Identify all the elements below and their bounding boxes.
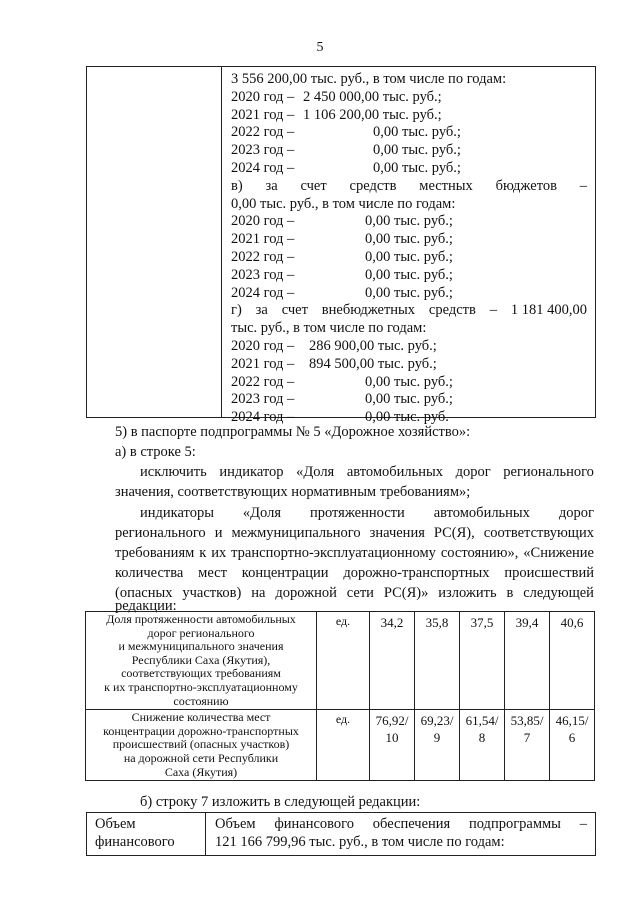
indicator-value: 53,85/ 7 bbox=[505, 710, 550, 781]
year-row: 2022 год – 0,00 тыс. руб.; bbox=[231, 373, 453, 390]
indicator-value: 34,2 bbox=[370, 612, 415, 710]
year-row: 2024 год – 0,00 тыс. руб.; bbox=[231, 284, 453, 301]
indicator-value: 40,6 bbox=[550, 612, 595, 710]
year-row: 2020 год – 286 900,00 тыс. руб.; bbox=[231, 337, 437, 354]
year-row: 2021 год – 1 106 200,00 тыс. руб.; bbox=[231, 106, 442, 123]
year-row: 2024 год – 0,00 тыс. руб.; bbox=[231, 159, 461, 176]
budget-text bbox=[231, 71, 587, 427]
year-row: 2021 год – 894 500,00 тыс. руб.; bbox=[231, 355, 437, 372]
paragraph-a: а) в строке 5: bbox=[115, 444, 196, 460]
table-divider bbox=[221, 67, 222, 417]
year-row: 2023 год – 0,00 тыс. руб.; bbox=[231, 391, 453, 408]
indicator-value: 39,4 bbox=[505, 612, 550, 710]
indicator-unit: ед. bbox=[317, 612, 370, 710]
table-row bbox=[86, 612, 595, 710]
year-row: 2021 год – 0,00 тыс. руб.; bbox=[231, 231, 453, 248]
paragraph-indicators-line6: редакции: bbox=[115, 598, 177, 614]
paragraph-indicators-line5: (опасных участков) на дорожной сети РС(Я)» изложить в следующей bbox=[115, 585, 594, 601]
budget-table bbox=[86, 66, 596, 426]
table-row bbox=[86, 710, 595, 781]
extra-budget-cont: тыс. руб., в том числе по годам: bbox=[231, 320, 427, 337]
indicator-value: 35,8 bbox=[415, 612, 460, 710]
paragraph-indicators-line2: регионального и межмуниципального значения РС(Я), соответствующих bbox=[115, 525, 594, 541]
paragraph-b: б) строку 7 изложить в следующей редакции: bbox=[140, 794, 421, 810]
paragraph-exclude-line1: исключить индикатор «Доля автомобильных дорог регионального bbox=[140, 464, 594, 480]
indicator-value: 46,15/ 6 bbox=[550, 710, 595, 781]
indicators-table bbox=[85, 611, 595, 781]
year-row: 2020 год – 0,00 тыс. руб.; bbox=[231, 213, 453, 230]
paragraph-indicators-line1: индикаторы «Доля протяженности автомобильных дорог bbox=[140, 505, 594, 521]
paragraph-indicators-line3: требованиям к их транспортно-эксплуатационному состоянию», «Снижение bbox=[115, 545, 594, 561]
financing-label: Объем финансового bbox=[95, 816, 175, 850]
local-budget-heading: в) за счет средств местных бюджетов – bbox=[231, 177, 587, 194]
year-row: 2022 год – 0,00 тыс. руб.; bbox=[231, 248, 453, 265]
indicator-value: 69,23/ 9 bbox=[415, 710, 460, 781]
year-row: 2022 год – 0,00 тыс. руб.; bbox=[231, 124, 461, 141]
year-row: 2020 год – 2 450 000,00 тыс. руб.; bbox=[231, 88, 442, 105]
paragraph-5: 5) в паспорте подпрограммы № 5 «Дорожное хозяйство»: bbox=[115, 424, 471, 440]
financing-table bbox=[86, 812, 596, 856]
financing-text bbox=[215, 815, 587, 851]
budget-total-line: 3 556 200,00 тыс. руб., в том числе по годам: bbox=[231, 71, 507, 87]
indicator-unit: ед. bbox=[317, 710, 370, 781]
indicator-value: 37,5 bbox=[460, 612, 505, 710]
paragraph-indicators-line4: количества мест концентрации дорожно-транспортных происшествий bbox=[115, 565, 594, 581]
indicator-name: Доля протяженности автомобильных дорог регионального и межмуниципального значения Республики Саха (Якутия), соответствующих требованиям к их транспортно-эксплуатационному состоянию bbox=[86, 612, 317, 710]
indicator-value: 76,92/ 10 bbox=[370, 710, 415, 781]
financing-line1: Объем финансового обеспечения подпрограммы – bbox=[215, 816, 587, 832]
year-row: 2023 год – 0,00 тыс. руб.; bbox=[231, 266, 453, 283]
table-divider bbox=[205, 813, 206, 855]
paragraph-exclude-line2: значения, соответствующих нормативным требованиям»; bbox=[115, 484, 471, 500]
page-number: 5 bbox=[316, 40, 324, 55]
extra-budget-heading: г) за счет внебюджетных средств – 1 181 400,00 bbox=[231, 302, 587, 319]
indicator-name: Снижение количества мест концентрации дорожно-транспортных происшествий (опасных участков) на дорожной сети Республики Саха (Якутия) bbox=[86, 710, 317, 781]
year-row: 2024 год – 0,00 тыс. руб. bbox=[231, 409, 449, 426]
financing-line2: 121 166 799,96 тыс. руб., в том числе по годам: bbox=[215, 834, 505, 850]
year-row: 2023 год – 0,00 тыс. руб.; bbox=[231, 142, 461, 159]
local-budget-cont: 0,00 тыс. руб., в том числе по годам: bbox=[231, 195, 456, 212]
indicator-value: 61,54/ 8 bbox=[460, 710, 505, 781]
